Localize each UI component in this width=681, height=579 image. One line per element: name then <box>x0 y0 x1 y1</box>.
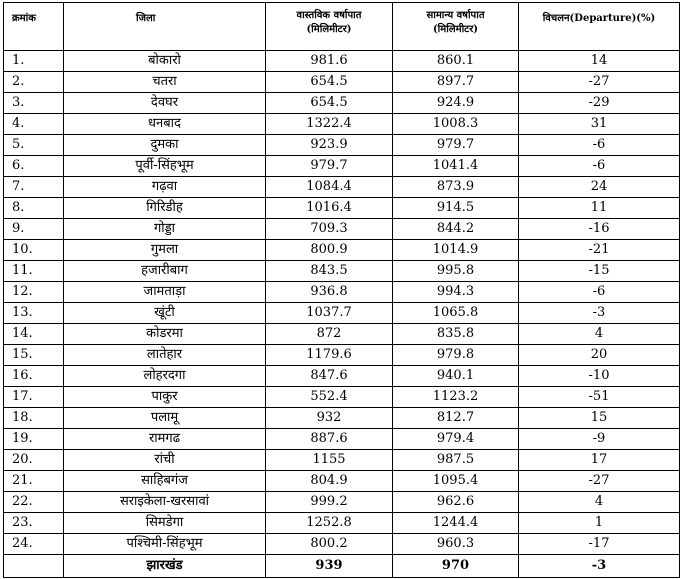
district-cell: बोकारो <box>64 51 266 72</box>
serial-cell: 20. <box>4 450 64 471</box>
serial-cell: 12. <box>4 282 64 303</box>
table-footer <box>4 555 680 578</box>
departure-cell: 20 <box>519 345 680 366</box>
serial-cell: 8. <box>4 198 64 219</box>
table-row <box>4 282 680 303</box>
departure-cell: -10 <box>519 366 680 387</box>
table-row <box>4 135 680 156</box>
actual-rainfall-cell: 1084.4 <box>266 177 393 198</box>
normal-rainfall-cell: 924.9 <box>393 93 519 114</box>
normal-rainfall-cell: 812.7 <box>393 408 519 429</box>
normal-rainfall-cell: 979.8 <box>393 345 519 366</box>
district-cell: हजारीबाग <box>64 261 266 282</box>
normal-rainfall-cell: 1095.4 <box>393 471 519 492</box>
district-cell: साहिबगंज <box>64 471 266 492</box>
actual-rainfall-cell: 1252.8 <box>266 513 393 534</box>
actual-rainfall-cell: 1322.4 <box>266 114 393 135</box>
serial-cell: 2. <box>4 72 64 93</box>
departure-cell: 31 <box>519 114 680 135</box>
actual-rainfall-cell: 887.6 <box>266 429 393 450</box>
actual-rainfall-cell: 872 <box>266 324 393 345</box>
departure-header: विचलन(Departure)(%) <box>519 3 680 51</box>
departure-cell: 14 <box>519 51 680 72</box>
district-cell: चतरा <box>64 72 266 93</box>
actual-rainfall-cell: 1037.7 <box>266 303 393 324</box>
total-departure-cell: -3 <box>519 555 680 578</box>
departure-cell: -3 <box>519 303 680 324</box>
actual-rainfall-cell: 552.4 <box>266 387 393 408</box>
district-cell: गढ़वा <box>64 177 266 198</box>
normal-rainfall-cell: 960.3 <box>393 534 519 555</box>
serial-cell: 4. <box>4 114 64 135</box>
table-row <box>4 261 680 282</box>
serial-cell: 3. <box>4 93 64 114</box>
normal-rainfall-header-line1: सामान्य वर्षापात <box>426 10 485 21</box>
district-cell: पश्चिमी-सिंहभूम <box>64 534 266 555</box>
actual-rainfall-cell: 1155 <box>266 450 393 471</box>
header-row <box>4 3 680 51</box>
district-cell: गिरिडीह <box>64 198 266 219</box>
table-row <box>4 51 680 72</box>
serial-cell: 24. <box>4 534 64 555</box>
departure-cell: -15 <box>519 261 680 282</box>
district-cell: रांची <box>64 450 266 471</box>
departure-cell: 4 <box>519 324 680 345</box>
table-row <box>4 114 680 135</box>
serial-cell: 15. <box>4 345 64 366</box>
actual-rainfall-header-line2: (मिलिमीटर) <box>306 24 352 35</box>
district-cell: रामगढ <box>64 429 266 450</box>
table-body <box>4 51 680 555</box>
serial-cell: 21. <box>4 471 64 492</box>
district-cell: धनबाद <box>64 114 266 135</box>
actual-rainfall-cell: 923.9 <box>266 135 393 156</box>
departure-cell: 4 <box>519 492 680 513</box>
normal-rainfall-cell: 844.2 <box>393 219 519 240</box>
table-row <box>4 366 680 387</box>
table-row <box>4 177 680 198</box>
table-row <box>4 240 680 261</box>
actual-rainfall-cell: 800.2 <box>266 534 393 555</box>
serial-cell: 23. <box>4 513 64 534</box>
actual-rainfall-header-line1: वास्तविक वर्षापात <box>296 10 362 21</box>
table-header <box>4 3 680 51</box>
district-cell: खूंटी <box>64 303 266 324</box>
table-row <box>4 303 680 324</box>
serial-cell: 1. <box>4 51 64 72</box>
table-row <box>4 324 680 345</box>
serial-cell: 11. <box>4 261 64 282</box>
serial-cell: 22. <box>4 492 64 513</box>
departure-cell: -16 <box>519 219 680 240</box>
departure-cell: 11 <box>519 198 680 219</box>
departure-cell: -9 <box>519 429 680 450</box>
normal-rainfall-header-line2: (मिलिमीटर) <box>432 24 479 35</box>
table-row <box>4 534 680 555</box>
serial-cell: 18. <box>4 408 64 429</box>
serial-cell: 9. <box>4 219 64 240</box>
district-cell: सराइकेला-खरसावां <box>64 492 266 513</box>
serial-cell: 14. <box>4 324 64 345</box>
table-row <box>4 345 680 366</box>
normal-rainfall-cell: 897.7 <box>393 72 519 93</box>
rainfall-table-container <box>3 2 679 578</box>
departure-cell: -27 <box>519 471 680 492</box>
normal-rainfall-cell: 995.8 <box>393 261 519 282</box>
actual-rainfall-header <box>266 3 393 51</box>
actual-rainfall-cell: 847.6 <box>266 366 393 387</box>
actual-rainfall-cell: 979.7 <box>266 156 393 177</box>
district-cell: पूर्वी-सिंहभूम <box>64 156 266 177</box>
departure-cell: -27 <box>519 72 680 93</box>
district-cell: गुमला <box>64 240 266 261</box>
actual-rainfall-cell: 1016.4 <box>266 198 393 219</box>
district-cell: पाकुर <box>64 387 266 408</box>
normal-rainfall-cell: 1244.4 <box>393 513 519 534</box>
actual-rainfall-cell: 936.8 <box>266 282 393 303</box>
normal-rainfall-cell: 979.4 <box>393 429 519 450</box>
departure-cell: -29 <box>519 93 680 114</box>
departure-cell: -6 <box>519 282 680 303</box>
normal-rainfall-cell: 914.5 <box>393 198 519 219</box>
departure-cell: -51 <box>519 387 680 408</box>
table-row <box>4 429 680 450</box>
normal-rainfall-cell: 1123.2 <box>393 387 519 408</box>
serial-cell: 16. <box>4 366 64 387</box>
table-row <box>4 198 680 219</box>
district-cell: लोहरदगा <box>64 366 266 387</box>
district-rainfall-table <box>3 2 680 578</box>
actual-rainfall-cell: 932 <box>266 408 393 429</box>
departure-cell: -21 <box>519 240 680 261</box>
table-row <box>4 93 680 114</box>
departure-cell: 1 <box>519 513 680 534</box>
departure-cell: 17 <box>519 450 680 471</box>
table-row <box>4 156 680 177</box>
departure-cell: -6 <box>519 156 680 177</box>
normal-rainfall-cell: 962.6 <box>393 492 519 513</box>
departure-cell: -6 <box>519 135 680 156</box>
district-cell: जामताड़ा <box>64 282 266 303</box>
actual-rainfall-cell: 654.5 <box>266 93 393 114</box>
normal-rainfall-cell: 835.8 <box>393 324 519 345</box>
table-row <box>4 492 680 513</box>
district-cell: लातेहार <box>64 345 266 366</box>
normal-rainfall-cell: 979.7 <box>393 135 519 156</box>
serial-cell: 6. <box>4 156 64 177</box>
total-row <box>4 555 680 578</box>
actual-rainfall-cell: 800.9 <box>266 240 393 261</box>
actual-rainfall-cell: 654.5 <box>266 72 393 93</box>
serial-cell: 5. <box>4 135 64 156</box>
serial-cell: 7. <box>4 177 64 198</box>
departure-cell: 15 <box>519 408 680 429</box>
normal-rainfall-cell: 940.1 <box>393 366 519 387</box>
district-cell: सिमडेगा <box>64 513 266 534</box>
district-cell: गोड्डा <box>64 219 266 240</box>
normal-rainfall-cell: 1065.8 <box>393 303 519 324</box>
table-row <box>4 219 680 240</box>
serial-header: क्रमांक <box>4 3 64 51</box>
normal-rainfall-cell: 994.3 <box>393 282 519 303</box>
actual-rainfall-cell: 709.3 <box>266 219 393 240</box>
serial-cell: 19. <box>4 429 64 450</box>
normal-rainfall-header <box>393 3 519 51</box>
district-cell: देवघर <box>64 93 266 114</box>
actual-rainfall-cell: 804.9 <box>266 471 393 492</box>
normal-rainfall-cell: 987.5 <box>393 450 519 471</box>
actual-rainfall-cell: 1179.6 <box>266 345 393 366</box>
departure-cell: -17 <box>519 534 680 555</box>
normal-rainfall-cell: 873.9 <box>393 177 519 198</box>
district-header: जिला <box>64 3 266 51</box>
table-row <box>4 72 680 93</box>
total-normal-cell: 970 <box>393 555 519 578</box>
actual-rainfall-cell: 843.5 <box>266 261 393 282</box>
table-row <box>4 513 680 534</box>
serial-cell: 13. <box>4 303 64 324</box>
serial-cell: 17. <box>4 387 64 408</box>
normal-rainfall-cell: 1008.3 <box>393 114 519 135</box>
district-cell: दुमका <box>64 135 266 156</box>
table-row <box>4 471 680 492</box>
actual-rainfall-cell: 981.6 <box>266 51 393 72</box>
departure-cell: 24 <box>519 177 680 198</box>
total-serial-cell <box>4 555 64 578</box>
total-state-cell: झारखंड <box>64 555 266 578</box>
normal-rainfall-cell: 1014.9 <box>393 240 519 261</box>
table-row <box>4 387 680 408</box>
table-row <box>4 450 680 471</box>
district-cell: पलामू <box>64 408 266 429</box>
actual-rainfall-cell: 999.2 <box>266 492 393 513</box>
total-actual-cell: 939 <box>266 555 393 578</box>
normal-rainfall-cell: 1041.4 <box>393 156 519 177</box>
district-cell: कोडरमा <box>64 324 266 345</box>
serial-cell: 10. <box>4 240 64 261</box>
normal-rainfall-cell: 860.1 <box>393 51 519 72</box>
table-row <box>4 408 680 429</box>
